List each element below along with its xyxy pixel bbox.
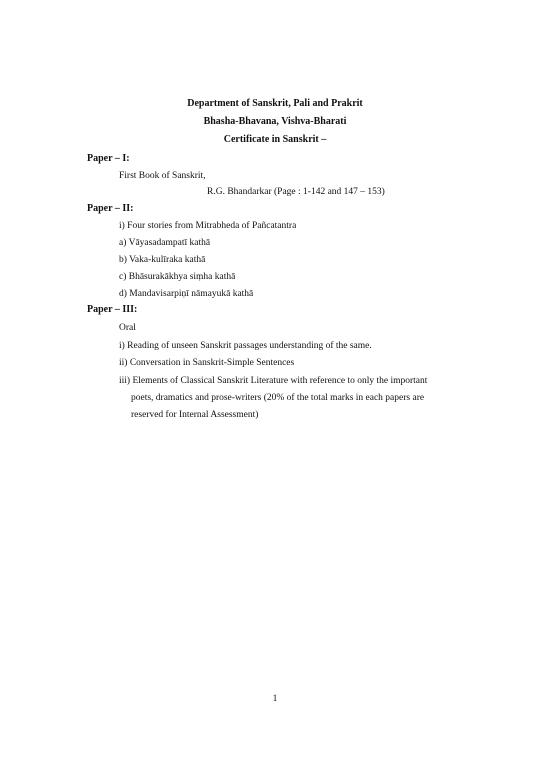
paper-1-book: First Book of Sanskrit, <box>119 171 206 181</box>
paper-3-item-3-continued-2: reserved for Internal Assessment) <box>131 410 259 420</box>
paper-3-item-3: iii) Elements of Classical Sanskrit Literature with reference to only the important <box>119 376 428 386</box>
paper-3-item-3-continued-1: poets, dramatics and prose-writers (20% of the total marks in each papers are <box>131 393 425 403</box>
course-title: Certificate in Sanskrit – <box>223 134 327 145</box>
paper-1-heading: Paper – I: <box>87 153 130 164</box>
page-number: 1 <box>272 694 278 704</box>
paper-3-item-2: ii) Conversation in Sanskrit-Simple Sentences <box>119 358 295 368</box>
paper-2-story-a: a) Vāyasadampatī kathā <box>119 238 211 248</box>
paper-1-author-pages: R.G. Bhandarkar (Page : 1-142 and 147 – 153) <box>207 187 385 197</box>
paper-3-oral: Oral <box>119 323 136 333</box>
paper-2-intro: i) Four stories from Mitrabheda of Pañcatantra <box>119 221 297 231</box>
paper-3-heading: Paper – III: <box>87 304 138 315</box>
paper-2-story-c: c) Bhāsurakākhya siṃha kathā <box>119 272 236 282</box>
paper-2-story-d: d) Mandavisarpiṇī nāmayukā kathā <box>119 289 254 299</box>
paper-3-item-1: i) Reading of unseen Sanskrit passages understanding of the same. <box>119 341 372 351</box>
institution-title: Bhasha-Bhavana, Vishva-Bharati <box>203 116 347 127</box>
paper-2-heading: Paper – II: <box>87 203 134 214</box>
department-title: Department of Sanskrit, Pali and Prakrit <box>187 98 363 109</box>
paper-2-story-b: b) Vaka-kulīraka kathā <box>119 255 206 265</box>
